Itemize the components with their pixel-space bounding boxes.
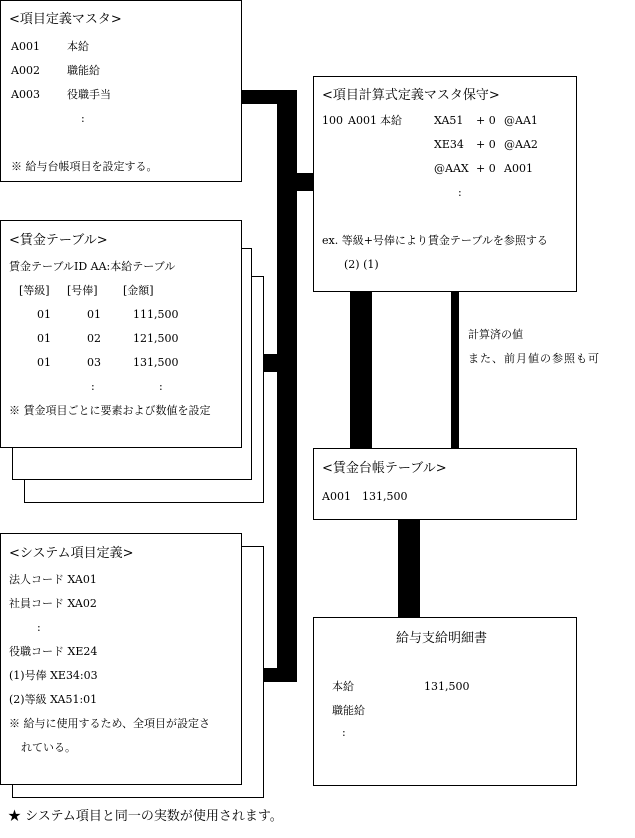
- wage-table-cell: 02: [87, 332, 101, 345]
- system-items-note-cont: れている。: [21, 741, 76, 754]
- connector-calc-value: [451, 291, 459, 450]
- continuation-dots: :: [458, 186, 462, 199]
- connector-item-master-h: [241, 90, 279, 104]
- item-master-box: [0, 0, 242, 182]
- wage-ledger-box: [313, 448, 577, 520]
- formula-item-code: A001: [348, 114, 377, 127]
- system-item-line: (2)等級 XA51:01: [9, 693, 98, 706]
- item-name: 職能給: [67, 64, 100, 77]
- payslip-item-label: 職能給: [332, 704, 365, 717]
- payslip-box: [313, 617, 577, 786]
- item-master-note: ※ 給与台帳項目を設定する。: [11, 160, 158, 173]
- formula-example-sub: (2) (1): [344, 258, 379, 271]
- item-code: A003: [11, 88, 40, 101]
- formula-operand: XA51: [434, 114, 464, 127]
- wage-table-header: [金額]: [123, 284, 154, 297]
- wage-table-id: 賃金テーブルID AA:本給テーブル: [9, 260, 176, 273]
- wage-table-cell: 03: [87, 356, 101, 369]
- system-items-title: <システム項目定義>: [9, 546, 134, 561]
- wage-table-header: [号俸]: [67, 284, 98, 297]
- system-items-box: [0, 533, 242, 785]
- wage-table-cell: 131,500: [133, 356, 179, 369]
- continuation-dots: :: [81, 112, 85, 125]
- formula-operator: + 0: [476, 162, 496, 175]
- footnote: ★ システム項目と同一の実数が使用されます。: [8, 809, 283, 824]
- system-item-line: 役職コード XE24: [9, 645, 98, 658]
- formula-example: ex. 等級+号俸により賃金テーブルを参照する: [322, 234, 548, 247]
- calc-note-line1: 計算済の値: [468, 328, 523, 341]
- formula-master-box: [313, 76, 577, 292]
- formula-operand: A001: [504, 162, 533, 175]
- wage-table-cell: 01: [37, 356, 51, 369]
- wage-table-title: <賃金テーブル>: [9, 233, 108, 248]
- formula-operand: XE34: [434, 138, 464, 151]
- ledger-item-code: A001: [322, 490, 351, 503]
- formula-master-title: <項目計算式定義マスタ保守>: [322, 88, 500, 103]
- continuation-dots: :: [159, 380, 163, 393]
- wage-table-cell: 121,500: [133, 332, 179, 345]
- payslip-item-label: 本給: [332, 680, 354, 693]
- formula-operator: + 0: [476, 138, 496, 151]
- connector-formula-to-ledger: [350, 291, 372, 450]
- ledger-item-value: 131,500: [362, 490, 408, 503]
- system-item-line: 法人コード XA01: [9, 573, 97, 586]
- item-master-title: <項目定義マスタ>: [9, 12, 122, 27]
- wage-table-cell: 01: [37, 332, 51, 345]
- connector-ledger-to-payslip: [398, 518, 420, 618]
- system-items-note: ※ 給与に使用するため、全項目が設定さ: [9, 717, 211, 730]
- wage-table-cell: 01: [37, 308, 51, 321]
- item-code: A002: [11, 64, 40, 77]
- wage-table-cell: 01: [87, 308, 101, 321]
- formula-no: 100: [322, 114, 343, 127]
- wage-table-cell: 111,500: [133, 308, 179, 321]
- wage-table-note: ※ 賃金項目ごとに要素および数値を設定: [9, 404, 211, 417]
- connector-trunk-vertical: [277, 90, 297, 682]
- item-name: 本給: [67, 40, 89, 53]
- continuation-dots: :: [91, 380, 95, 393]
- wage-table-header: [等級]: [19, 284, 50, 297]
- formula-item-name: 本給: [380, 114, 402, 127]
- formula-operand: @AAX: [434, 162, 469, 175]
- formula-operator: + 0: [476, 114, 496, 127]
- system-item-line: (1)号俸 XE34:03: [9, 669, 98, 682]
- continuation-dots: :: [342, 726, 346, 739]
- item-name: 役職手当: [67, 88, 111, 101]
- payslip-title: 給与支給明細書: [396, 631, 488, 646]
- calc-note-line2: また、前月値の参照も可: [468, 352, 600, 365]
- wage-table-box: [0, 220, 242, 448]
- continuation-dots: :: [37, 621, 41, 634]
- wage-ledger-title: <賃金台帳テーブル>: [322, 461, 447, 476]
- payslip-item-value: 131,500: [424, 680, 470, 693]
- connector-to-formula: [295, 173, 313, 191]
- formula-operand: @AA1: [504, 114, 538, 127]
- item-code: A001: [11, 40, 40, 53]
- system-item-line: 社員コード XA02: [9, 597, 97, 610]
- formula-operand: @AA2: [504, 138, 538, 151]
